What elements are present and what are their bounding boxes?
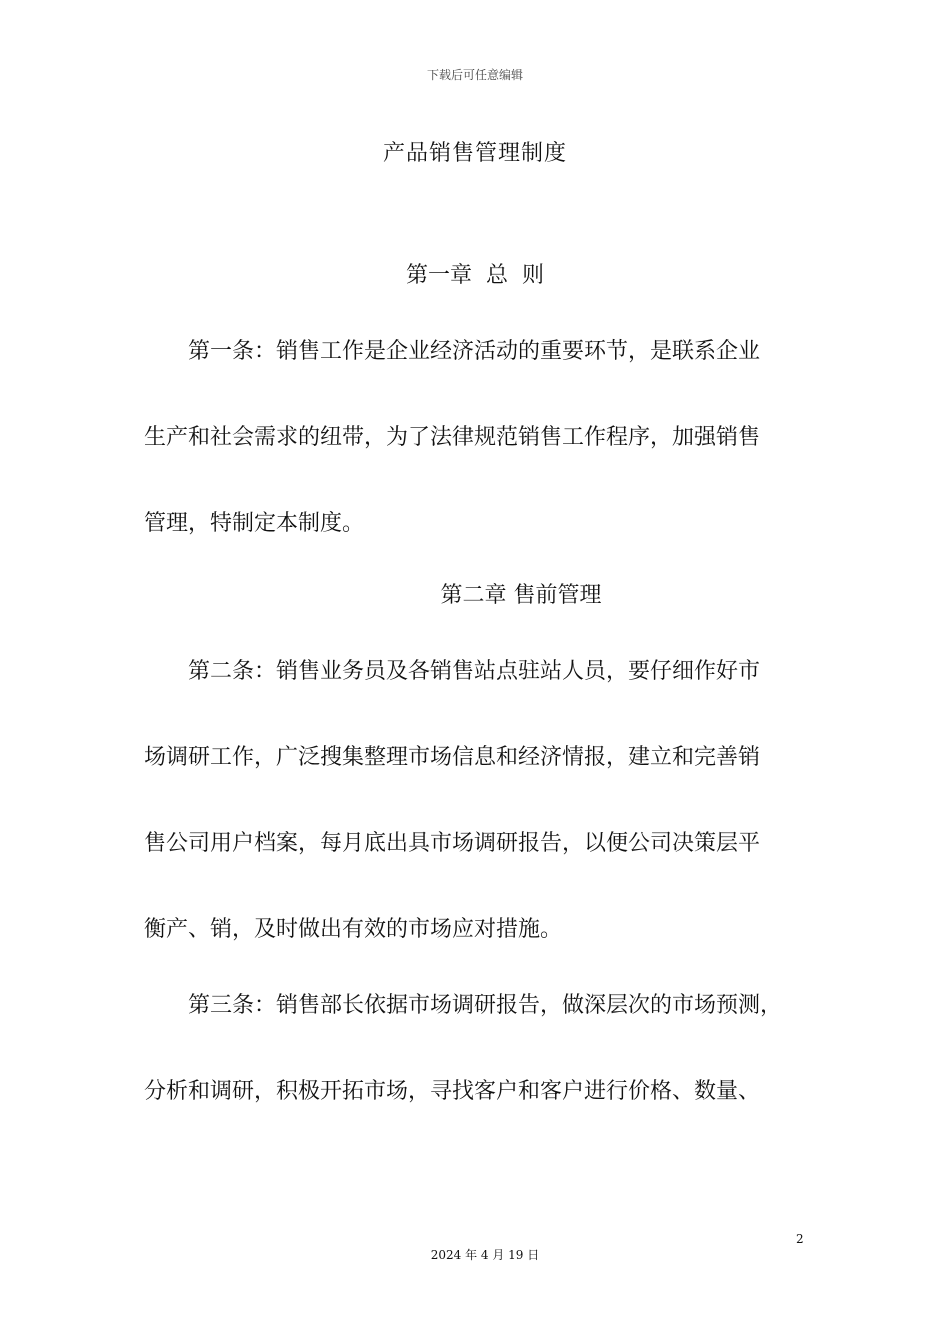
page-header: 下载后可任意编辑 (426, 68, 523, 82)
article-3-line-1: 第三条：销售部长依据市场调研报告，做深层次的市场预测， (188, 993, 783, 1018)
chapter-2-heading: 第二章 售前管理 (440, 583, 602, 608)
article-1-line-3: 管理，特制定本制度。 (144, 511, 365, 536)
article-2-line-4: 衡产、销，及时做出有效的市场应对措施。 (144, 917, 563, 942)
article-1-line-2: 生产和社会需求的纽带，为了法律规范销售工作程序，加强销售 (144, 425, 761, 450)
chapter-1-number: 第一章 (405, 263, 472, 288)
article-2-line-3: 售公司用户档案，每月底出具市场调研报告，以便公司决策层平 (144, 831, 761, 856)
article-2-line-1: 第二条：销售业务员及各销售站点驻站人员，要仔细作好市 (188, 659, 761, 684)
article-2-line-2: 场调研工作，广泛搜集整理市场信息和经济情报，建立和完善销 (144, 745, 761, 770)
article-3-line-2: 分析和调研，积极开拓市场，寻找客户和客户进行价格、数量、 (144, 1079, 761, 1104)
document-title: 产品销售管理制度 (382, 141, 567, 166)
chapter-1-word-2: 则 (522, 263, 545, 288)
article-1-line-1: 第一条：销售工作是企业经济活动的重要环节，是联系企业 (188, 339, 761, 364)
chapter-1-heading (0, 258, 950, 289)
page-number: 2 (796, 1232, 804, 1246)
footer-date: 2024 年 4 月 19 日 (430, 1248, 540, 1262)
chapter-1-word-1: 总 (485, 263, 508, 288)
